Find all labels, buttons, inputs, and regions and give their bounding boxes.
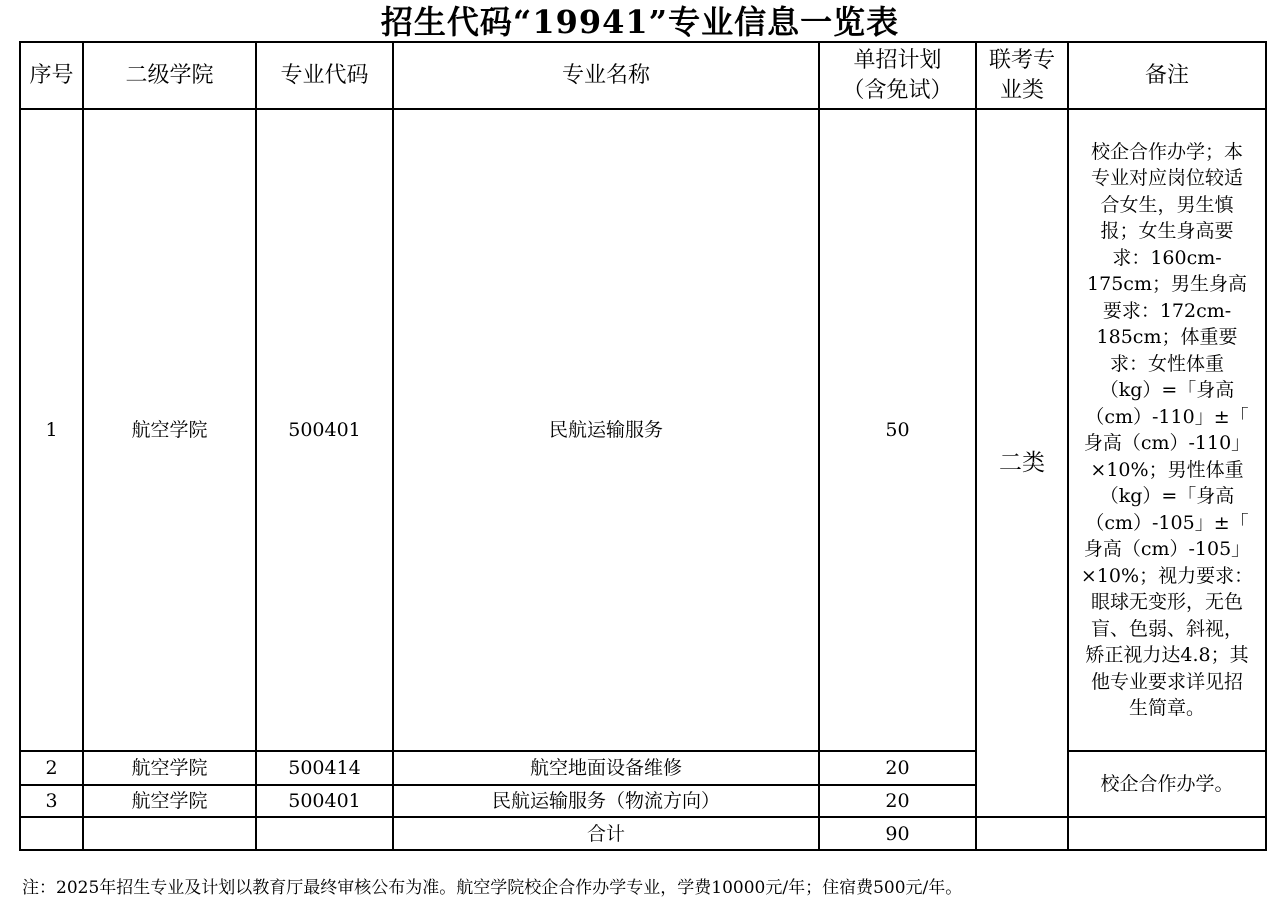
total-empty-college bbox=[83, 817, 256, 850]
document-title: 招生代码“19941”专业信息一览表 bbox=[380, 3, 900, 41]
header-major-name: 专业名称 bbox=[393, 42, 819, 109]
header-seq: 序号 bbox=[20, 42, 83, 109]
table-row bbox=[20, 751, 1266, 785]
remark-line: 身高（cm）-110」 bbox=[1083, 432, 1251, 454]
remark-line: 185cm；体重要 bbox=[1096, 326, 1238, 348]
row3-college: 航空学院 bbox=[83, 785, 256, 817]
remark-line: （cm）-110」±「 bbox=[1085, 405, 1249, 428]
row1-major-name: 民航运输服务 bbox=[393, 109, 819, 751]
row1-remarks bbox=[1068, 109, 1266, 751]
footnote: 注：2025年招生专业及计划以教育厅最终审核公布为准。航空学院校企合作办学专业，学费10000元/年；住宿费500元/年。 bbox=[22, 878, 963, 898]
total-empty-remarks bbox=[1068, 817, 1266, 850]
total-empty-seq bbox=[20, 817, 83, 850]
total-label: 合计 bbox=[393, 817, 819, 850]
row1-seq: 1 bbox=[20, 109, 83, 751]
rows23-remarks: 校企合作办学。 bbox=[1068, 751, 1266, 817]
remark-line: 眼球无变形，无色 bbox=[1090, 591, 1243, 613]
major-info-table bbox=[19, 41, 1267, 851]
header-category bbox=[976, 42, 1068, 109]
row3-code: 500401 bbox=[256, 785, 393, 817]
remark-line: （kg）=「身高 bbox=[1099, 485, 1235, 507]
remark-line: （cm）-105」±「 bbox=[1085, 511, 1249, 534]
remark-line: ×10%；视力要求： bbox=[1080, 564, 1254, 587]
total-row bbox=[20, 817, 1266, 850]
remark-line: 矫正视力达4.8；其 bbox=[1085, 644, 1249, 666]
row2-college: 航空学院 bbox=[83, 751, 256, 785]
remark-line: 生简章。 bbox=[1128, 697, 1205, 719]
remark-line: 报；女生身高要 bbox=[1100, 220, 1234, 242]
header-plan bbox=[819, 42, 976, 109]
row1-code: 500401 bbox=[256, 109, 393, 751]
header-remarks: 备注 bbox=[1068, 42, 1266, 109]
total-empty-category bbox=[976, 817, 1068, 850]
category-cell: 二类 bbox=[976, 109, 1068, 817]
remark-line: ×10%；男性体重 bbox=[1090, 458, 1244, 481]
table-row bbox=[20, 109, 1266, 751]
total-empty-code bbox=[256, 817, 393, 850]
remark-line: 专业对应岗位较适 bbox=[1090, 167, 1243, 189]
remark-line: 求：女性体重 bbox=[1109, 352, 1224, 375]
header-plan-line2: （含免试） bbox=[842, 77, 953, 103]
remark-line: 身高（cm）-105」 bbox=[1083, 538, 1251, 560]
header-college: 二级学院 bbox=[83, 42, 256, 109]
row1-college: 航空学院 bbox=[83, 109, 256, 751]
remark-line: 他专业要求详见招 bbox=[1090, 670, 1243, 693]
row2-major-name: 航空地面设备维修 bbox=[393, 751, 819, 785]
row1-plan: 50 bbox=[819, 109, 976, 751]
row3-major-name: 民航运输服务（物流方向） bbox=[393, 785, 819, 817]
row2-code: 500414 bbox=[256, 751, 393, 785]
remark-line: （kg）=「身高 bbox=[1099, 379, 1235, 401]
remark-line: 校企合作办学；本 bbox=[1090, 140, 1243, 163]
header-row bbox=[20, 42, 1266, 109]
total-value: 90 bbox=[819, 817, 976, 850]
header-plan-line1: 单招计划 bbox=[853, 47, 942, 73]
row2-seq: 2 bbox=[20, 751, 83, 785]
remark-line: 求：160cm- bbox=[1112, 246, 1222, 269]
header-category-line1: 联考专 bbox=[988, 47, 1055, 73]
remark-line: 要求：172cm- bbox=[1102, 299, 1232, 322]
remark-line: 盲、色弱、斜视， bbox=[1090, 617, 1243, 640]
header-category-line2: 业类 bbox=[999, 77, 1044, 103]
row3-plan: 20 bbox=[819, 785, 976, 817]
row3-seq: 3 bbox=[20, 785, 83, 817]
remark-line: 合女生，男生慎 bbox=[1100, 193, 1234, 216]
header-code: 专业代码 bbox=[256, 42, 393, 109]
remark-line: 175cm；男生身高 bbox=[1087, 273, 1247, 295]
row2-plan: 20 bbox=[819, 751, 976, 785]
